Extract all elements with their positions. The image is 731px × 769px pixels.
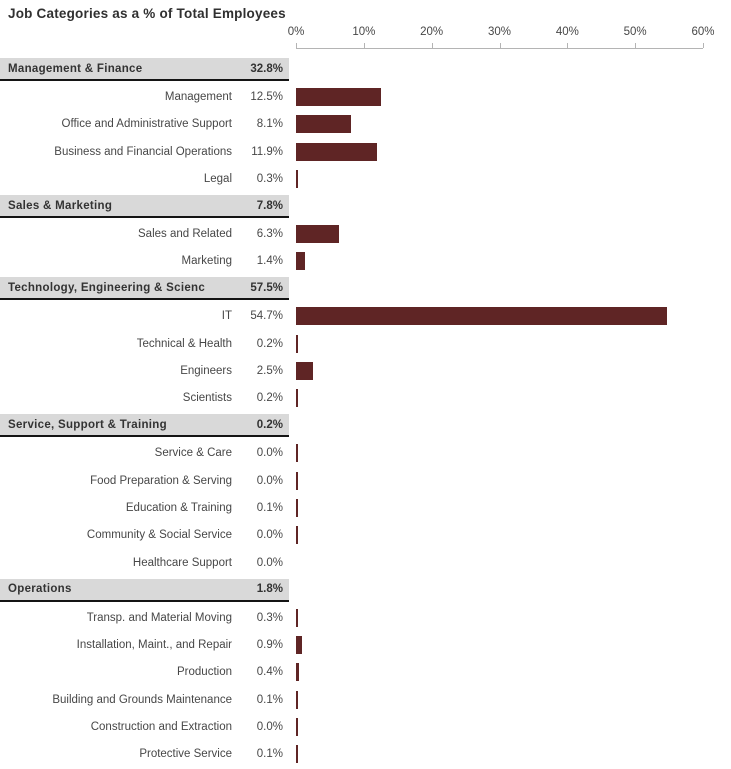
section-total-value: 1.8% xyxy=(256,583,283,596)
category-value: 0.0% xyxy=(256,556,283,569)
bar-area xyxy=(296,604,731,631)
category-row xyxy=(0,741,731,768)
section-label: Service, Support & Training xyxy=(8,418,167,431)
category-bar xyxy=(296,252,305,270)
category-row xyxy=(0,604,731,631)
category-value: 2.5% xyxy=(256,364,283,377)
axis-tick xyxy=(364,43,365,48)
section-total-value: 0.2% xyxy=(256,418,283,431)
axis-tick xyxy=(296,43,297,48)
section-header-box xyxy=(0,58,289,81)
axis-tick xyxy=(567,43,568,48)
category-row xyxy=(0,111,731,138)
bar-area xyxy=(296,713,731,740)
category-label: Business and Financial Operations xyxy=(54,145,232,158)
category-row xyxy=(0,385,731,412)
category-label: Scientists xyxy=(182,392,232,405)
bar-area xyxy=(296,220,731,247)
bar-area xyxy=(296,741,731,768)
category-value: 54.7% xyxy=(250,310,283,323)
category-value: 0.0% xyxy=(256,474,283,487)
category-label: IT xyxy=(221,310,232,323)
chart-rows xyxy=(0,56,731,768)
category-label: Food Preparation & Serving xyxy=(90,474,232,487)
axis-tick-label: 60% xyxy=(691,26,715,38)
axis-tick-label: 10% xyxy=(352,26,376,38)
category-row xyxy=(0,220,731,247)
section-header-row xyxy=(0,576,731,603)
category-row xyxy=(0,522,731,549)
category-bar xyxy=(296,115,351,133)
chart-title: Job Categories as a % of Total Employees xyxy=(8,6,286,21)
category-value: 0.0% xyxy=(256,721,283,734)
category-value: 6.3% xyxy=(256,228,283,241)
bar-area xyxy=(296,166,731,193)
category-bar xyxy=(296,745,298,763)
bar-area xyxy=(296,439,731,466)
category-label: Management xyxy=(164,91,232,104)
category-value: 0.0% xyxy=(256,447,283,460)
axis-tick-label: 20% xyxy=(420,26,444,38)
category-label: Construction and Extraction xyxy=(90,721,232,734)
category-bar xyxy=(296,636,302,654)
category-bar xyxy=(296,444,298,462)
category-value: 0.2% xyxy=(256,392,283,405)
category-label: Installation, Maint., and Repair xyxy=(76,638,232,651)
category-value: 0.1% xyxy=(256,501,283,514)
category-row xyxy=(0,357,731,384)
category-label: Service & Care xyxy=(154,447,232,460)
category-value: 1.4% xyxy=(256,255,283,268)
bar-area xyxy=(296,467,731,494)
bar-area xyxy=(296,686,731,713)
category-value: 11.9% xyxy=(251,145,283,158)
category-bar xyxy=(296,663,299,681)
axis-tick xyxy=(500,43,501,48)
category-value: 0.3% xyxy=(256,173,283,186)
category-label: Healthcare Support xyxy=(132,556,232,569)
category-value: 8.1% xyxy=(256,118,283,131)
category-label: Office and Administrative Support xyxy=(61,118,232,131)
section-total-value: 57.5% xyxy=(250,281,283,294)
category-value: 0.4% xyxy=(256,666,283,679)
category-value: 0.1% xyxy=(256,693,283,706)
axis-tick-label: 40% xyxy=(555,26,579,38)
category-value: 0.2% xyxy=(256,337,283,350)
bar-area xyxy=(296,385,731,412)
bar-area xyxy=(296,494,731,521)
bar-area xyxy=(296,522,731,549)
bar-area xyxy=(296,330,731,357)
category-bar xyxy=(296,362,313,380)
x-axis-line xyxy=(296,48,703,49)
category-label: Marketing xyxy=(181,255,232,268)
category-bar xyxy=(296,691,298,709)
category-label: Building and Grounds Maintenance xyxy=(52,693,232,706)
bar-area xyxy=(296,549,731,576)
category-label: Legal xyxy=(203,173,232,186)
category-value: 0.0% xyxy=(256,529,283,542)
bar-area xyxy=(296,631,731,658)
category-row xyxy=(0,303,731,330)
category-bar xyxy=(296,472,298,490)
category-label: Education & Training xyxy=(125,501,232,514)
category-bar xyxy=(296,335,298,353)
category-label: Transp. and Material Moving xyxy=(86,611,232,624)
category-bar xyxy=(296,609,298,627)
axis-tick xyxy=(432,43,433,48)
section-header-box xyxy=(0,579,289,602)
section-label: Technology, Engineering & Scienc xyxy=(8,281,206,294)
bar-area xyxy=(296,303,731,330)
axis-tick xyxy=(635,43,636,48)
category-bar xyxy=(296,88,381,106)
category-bar xyxy=(296,389,298,407)
category-label: Technical & Health xyxy=(136,337,232,350)
section-total-value: 32.8% xyxy=(250,62,283,75)
section-header-box xyxy=(0,414,289,437)
section-label: Management & Finance xyxy=(8,62,143,75)
category-value: 0.1% xyxy=(256,748,283,761)
category-row xyxy=(0,166,731,193)
category-bar xyxy=(296,499,298,517)
axis-tick-label: 30% xyxy=(487,26,512,38)
section-header-box xyxy=(0,277,289,300)
section-header-row xyxy=(0,275,731,302)
category-row xyxy=(0,494,731,521)
category-row xyxy=(0,631,731,658)
axis-tick xyxy=(703,43,704,48)
section-header-row xyxy=(0,56,731,83)
category-row xyxy=(0,467,731,494)
axis-tick-label: 0% xyxy=(287,26,305,38)
category-row xyxy=(0,330,731,357)
category-value: 0.9% xyxy=(256,638,283,651)
bar-area xyxy=(296,138,731,165)
category-row xyxy=(0,713,731,740)
bar-area xyxy=(296,248,731,275)
category-value: 0.3% xyxy=(256,611,283,624)
bar-area xyxy=(296,111,731,138)
category-label: Protective Service xyxy=(139,748,232,761)
category-row xyxy=(0,439,731,466)
category-label: Sales and Related xyxy=(138,228,232,241)
category-value: 12.5% xyxy=(250,91,283,104)
category-bar xyxy=(296,143,377,161)
category-bar xyxy=(296,718,298,736)
category-bar xyxy=(296,526,298,544)
category-bar xyxy=(296,170,298,188)
category-row xyxy=(0,686,731,713)
bar-area xyxy=(296,357,731,384)
category-label: Production xyxy=(177,666,232,679)
bar-area xyxy=(296,83,731,110)
category-label: Community & Social Service xyxy=(86,529,232,542)
category-row xyxy=(0,248,731,275)
bar-area xyxy=(296,659,731,686)
category-bar xyxy=(296,307,667,325)
category-row xyxy=(0,138,731,165)
category-label: Engineers xyxy=(180,364,232,377)
axis-tick-label: 50% xyxy=(623,26,647,38)
section-header-row xyxy=(0,412,731,439)
category-bar xyxy=(296,225,339,243)
category-row xyxy=(0,549,731,576)
section-label: Operations xyxy=(8,583,72,596)
category-row xyxy=(0,659,731,686)
section-header-row xyxy=(0,193,731,220)
section-label: Sales & Marketing xyxy=(8,199,113,212)
section-total-value: 7.8% xyxy=(256,199,283,212)
category-row xyxy=(0,83,731,110)
section-header-box xyxy=(0,195,289,218)
